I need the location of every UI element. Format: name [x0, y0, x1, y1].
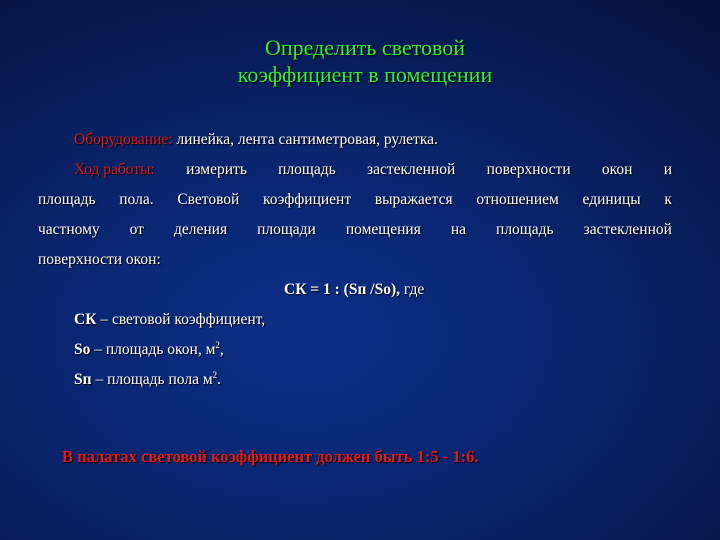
equipment-paragraph — [38, 125, 672, 155]
formula-expression: СК = 1 : (Sп /Sо), — [284, 281, 400, 298]
procedure-word: к — [664, 191, 672, 208]
definition-so — [38, 335, 672, 365]
equipment-text: линейка, лента сантиметровая, рулетка. — [172, 131, 438, 148]
definition-sp-exponent: 2 — [212, 369, 218, 380]
definition-ck-text: – световой коэффициент, — [96, 311, 266, 328]
procedure-word: от — [129, 221, 144, 238]
definition-so-symbol: Sо — [74, 341, 91, 358]
procedure-word: отношением — [476, 191, 559, 208]
formula — [38, 275, 672, 305]
procedure-word: помещения — [345, 221, 421, 238]
procedure-word: пола. — [119, 191, 154, 208]
definition-sp-end: . — [217, 371, 222, 388]
definition-ck — [38, 305, 672, 335]
definition-so-end: , — [219, 341, 224, 358]
procedure-word: измерить — [186, 161, 247, 178]
definition-sp-text: – площадь пола м — [91, 371, 213, 388]
procedure-word: площади — [257, 221, 316, 238]
procedure-word: застекленной — [366, 161, 456, 178]
title-line-1: Определить световой — [264, 35, 466, 60]
definition-ck-symbol: СК — [74, 311, 97, 328]
definition-so-text: – площадь окон, м — [90, 341, 216, 358]
procedure-word: коэффициент — [263, 191, 352, 208]
definition-so-exponent: 2 — [215, 339, 220, 350]
procedure-line-2 — [38, 185, 672, 215]
definition-sp — [38, 365, 672, 395]
procedure-word: застекленной — [583, 221, 672, 238]
procedure-word: и — [663, 161, 672, 178]
slide-title — [130, 34, 600, 88]
procedure-word: поверхности — [486, 161, 571, 178]
title-line-2: коэффициент в помещении — [237, 62, 493, 87]
procedure-word: выражается — [374, 191, 453, 208]
procedure-word: Световой — [177, 191, 240, 208]
procedure-line-1 — [38, 155, 672, 185]
procedure-word: окон — [601, 161, 633, 178]
procedure-word: частному — [38, 221, 100, 238]
procedure-word: площадь — [496, 221, 554, 238]
procedure-word: площадь — [278, 161, 336, 178]
definition-sp-symbol: Sп — [74, 371, 92, 388]
conclusion-text: В палатах световой коэффициент должен быть 1:5 - 1:6. — [62, 447, 479, 466]
procedure-line-4: поверхности окон: — [38, 251, 161, 268]
procedure-word: площадь — [38, 191, 96, 208]
procedure-word: на — [450, 221, 467, 238]
slide-content — [38, 125, 672, 395]
procedure-line-3 — [38, 215, 672, 245]
procedure-word: единицы — [582, 191, 641, 208]
procedure-word: деления — [173, 221, 228, 238]
equipment-label: Оборудование: — [74, 131, 173, 148]
procedure-label: Ход работы: — [74, 161, 155, 178]
formula-suffix: где — [399, 281, 425, 298]
